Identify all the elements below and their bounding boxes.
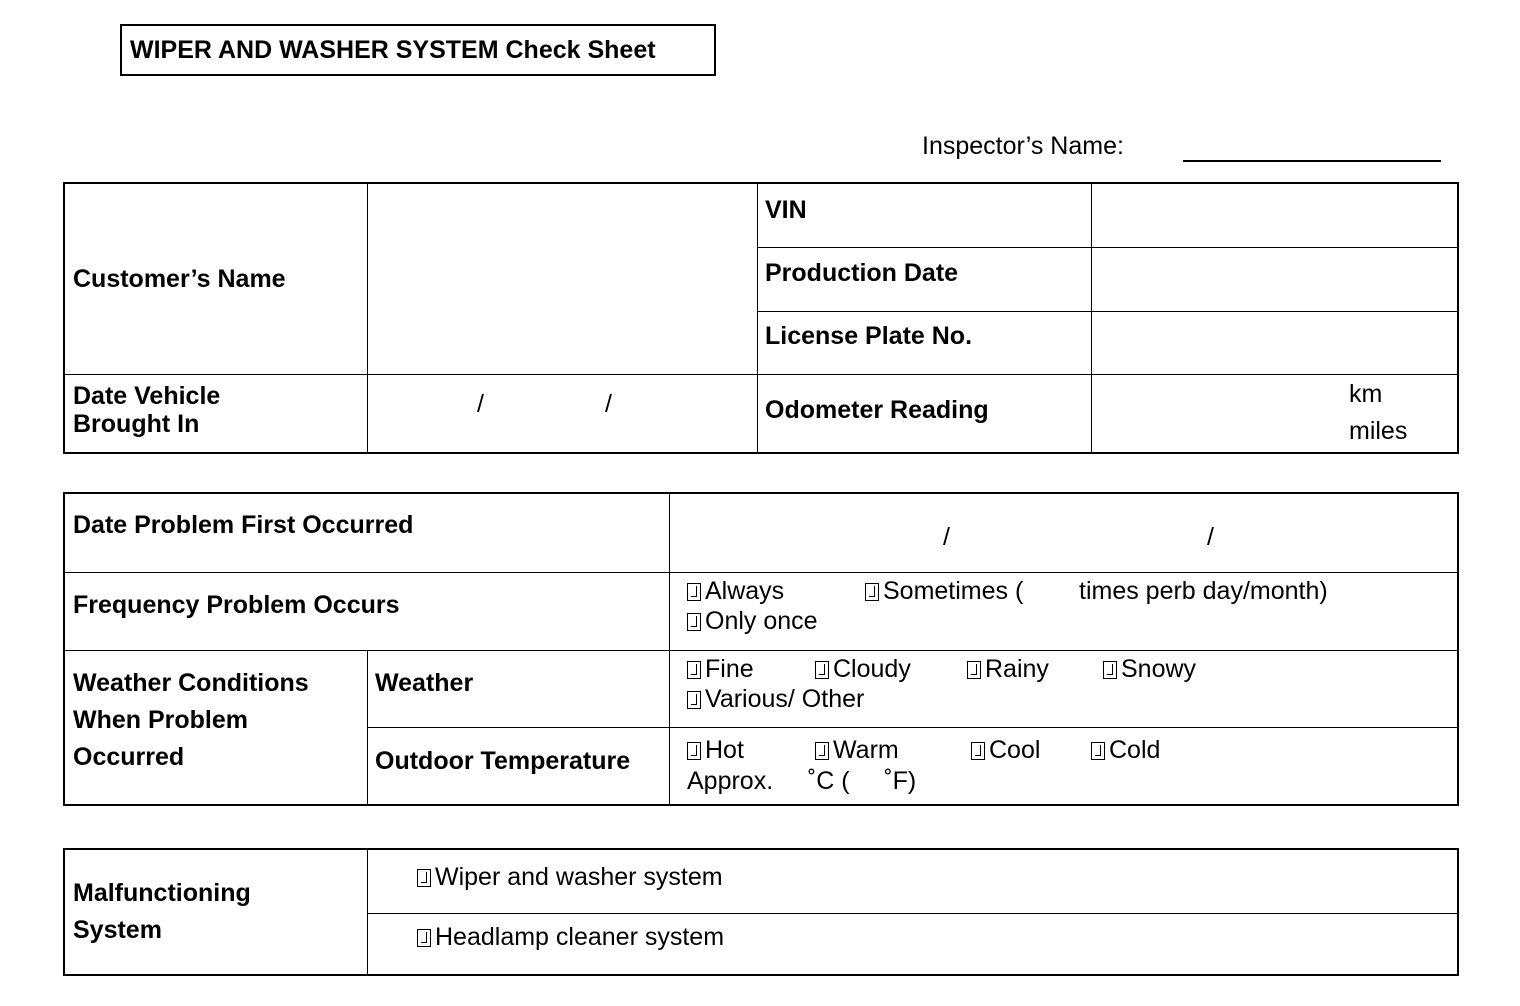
freq-times-text: times perb day/month) (1079, 577, 1328, 605)
date-brought-in-label-line2: Brought In (73, 410, 200, 438)
checkbox-icon[interactable] (971, 742, 985, 760)
weather-various-option[interactable]: Various/ Other (687, 684, 864, 714)
date-brought-in-label-line1: Date Vehicle (73, 382, 221, 410)
weather-rainy-option[interactable]: Rainy (967, 654, 1049, 684)
vin-field[interactable] (1093, 184, 1457, 246)
checkbox-icon[interactable] (865, 583, 879, 601)
checkbox-icon[interactable] (1091, 742, 1105, 760)
weather-conditions-line3: Occurred (73, 743, 185, 771)
checkbox-icon[interactable] (815, 742, 829, 760)
odometer-label: Odometer Reading (765, 396, 989, 424)
checkbox-icon[interactable] (687, 691, 701, 709)
temp-approx-text: Approx. ˚C ( ˚F) (687, 767, 917, 795)
malfunctioning-system-label (73, 875, 251, 949)
weather-conditions-label (73, 665, 309, 776)
freq-always-option[interactable]: Always (687, 576, 784, 606)
freq-once-option[interactable]: Only once (687, 606, 818, 636)
weather-conditions-line2: When Problem (73, 706, 249, 734)
checkbox-icon[interactable] (687, 742, 701, 760)
production-date-field[interactable] (1093, 248, 1457, 310)
temp-warm-option[interactable]: Warm (815, 735, 899, 765)
date-first-slash-2: / (1207, 523, 1214, 551)
customer-name-label: Customer’s Name (73, 265, 286, 293)
temp-cold-option[interactable]: Cold (1091, 735, 1160, 765)
malfunctioning-system-line1: Malfunctioning (73, 879, 251, 907)
checkbox-icon[interactable] (1103, 661, 1117, 679)
license-plate-label: License Plate No. (765, 322, 973, 350)
checkbox-icon[interactable] (687, 661, 701, 679)
odometer-unit-miles[interactable]: miles (1349, 417, 1408, 445)
problem-info-table (63, 492, 1459, 806)
date-brought-in-slash-1: / (477, 390, 484, 418)
page-title: WIPER AND WASHER SYSTEM Check Sheet (120, 24, 716, 76)
customer-name-field[interactable] (369, 184, 755, 372)
vin-label: VIN (765, 196, 807, 224)
inspector-name-label: Inspector’s Name: (922, 132, 1124, 160)
checkbox-icon[interactable] (815, 661, 829, 679)
date-first-occurred-label: Date Problem First Occurred (73, 511, 414, 539)
outdoor-temperature-label: Outdoor Temperature (375, 747, 631, 775)
date-brought-in-label (73, 382, 220, 438)
headlamp-cleaner-option[interactable]: Headlamp cleaner system (417, 922, 724, 952)
wiper-washer-option[interactable]: Wiper and washer system (417, 862, 723, 892)
date-brought-in-slash-2: / (605, 390, 612, 418)
weather-cloudy-option[interactable]: Cloudy (815, 654, 911, 684)
checkbox-icon[interactable] (967, 661, 981, 679)
temp-hot-option[interactable]: Hot (687, 735, 744, 765)
odometer-unit-km[interactable]: km (1349, 380, 1383, 408)
freq-sometimes-option[interactable]: Sometimes ( (865, 576, 1023, 606)
weather-fine-option[interactable]: Fine (687, 654, 754, 684)
checkbox-icon[interactable] (417, 929, 431, 947)
frequency-label: Frequency Problem Occurs (73, 591, 400, 619)
date-first-slash-1: / (943, 523, 950, 551)
malfunctioning-system-line2: System (73, 916, 162, 944)
weather-label: Weather (375, 669, 474, 697)
malfunction-table (63, 848, 1459, 976)
checkbox-icon[interactable] (687, 583, 701, 601)
weather-snowy-option[interactable]: Snowy (1103, 654, 1196, 684)
checkbox-icon[interactable] (417, 869, 431, 887)
temp-cool-option[interactable]: Cool (971, 735, 1040, 765)
production-date-label: Production Date (765, 259, 959, 287)
vehicle-info-table (63, 182, 1459, 454)
inspector-name-field[interactable] (1183, 160, 1441, 162)
checkbox-icon[interactable] (687, 613, 701, 631)
weather-conditions-line1: Weather Conditions (73, 669, 309, 697)
license-plate-field[interactable] (1093, 312, 1457, 374)
